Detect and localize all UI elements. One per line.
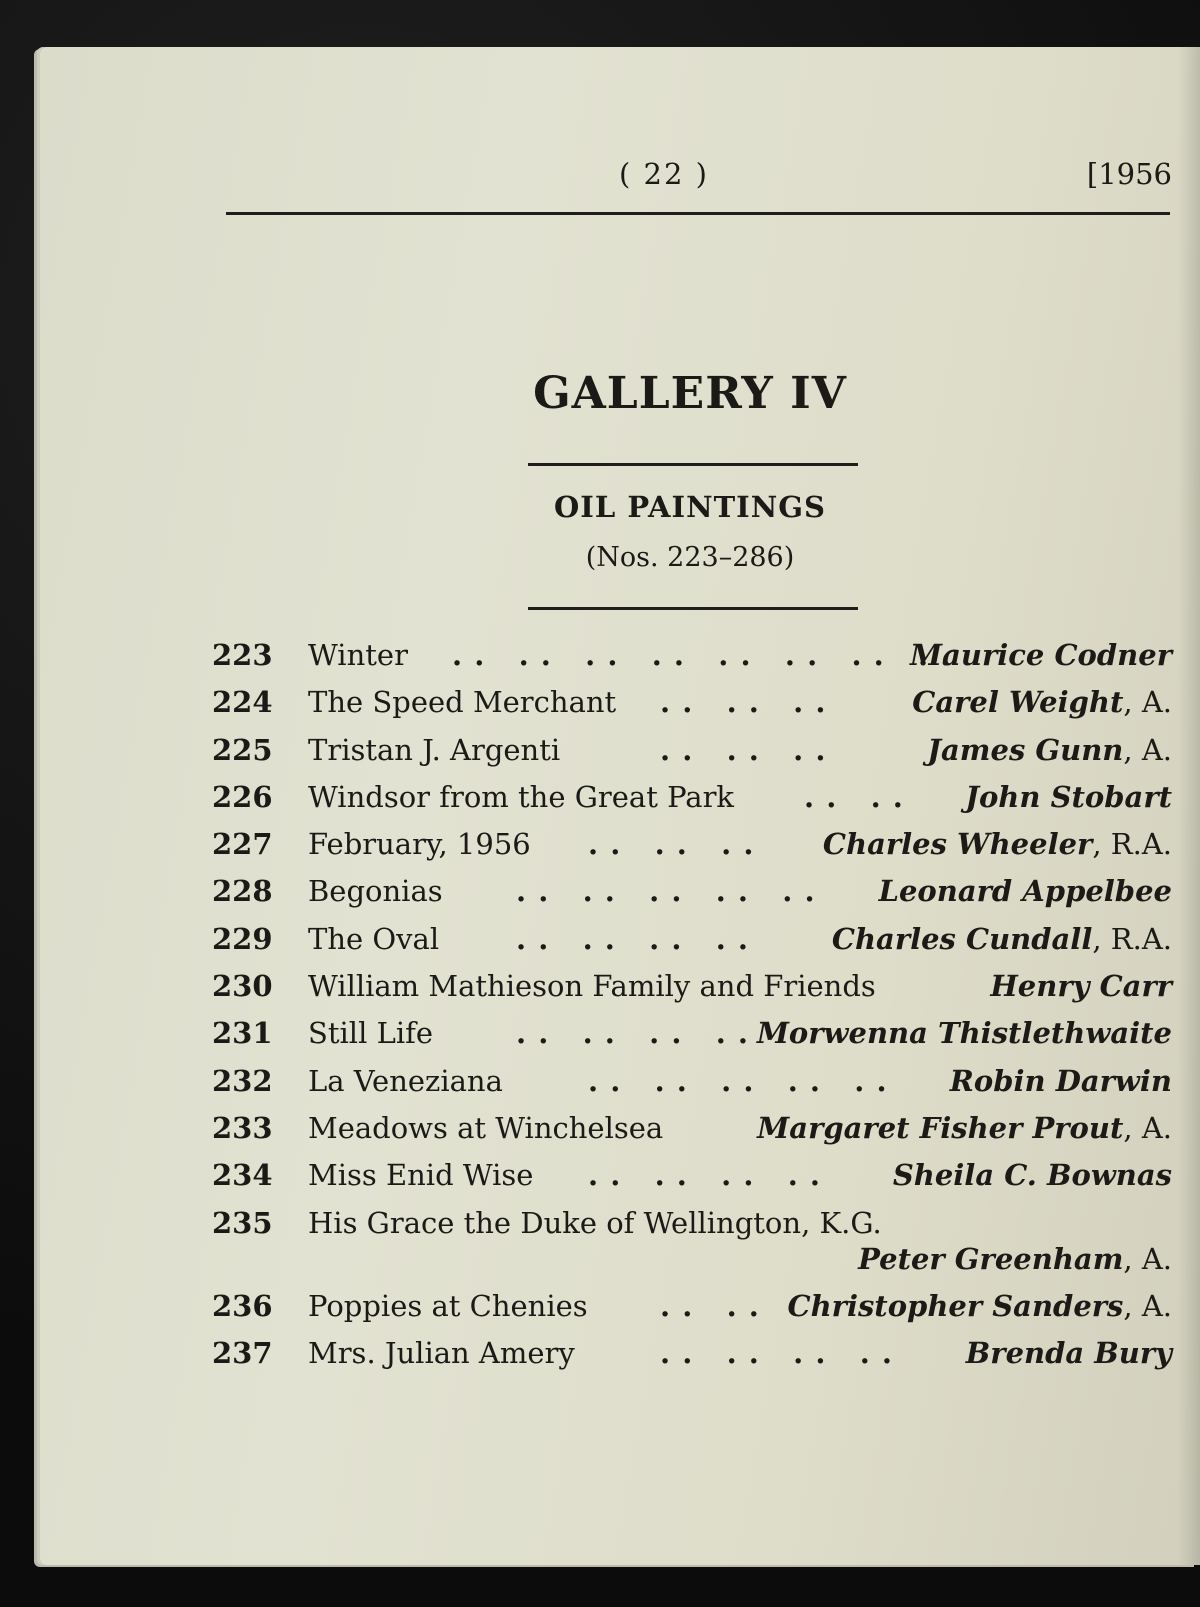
dot-leader: . . . . . . . . <box>516 1016 750 1051</box>
dot-leader: . . . . <box>660 1288 760 1323</box>
entry-number: 227 <box>212 827 273 862</box>
entry-artist <box>966 1330 1172 1377</box>
entry-title: Miss Enid Wise <box>308 1158 534 1193</box>
artist-name: Margaret Fisher Prout <box>757 1110 1124 1145</box>
entry-title: His Grace the Duke of Wellington, K.G. <box>308 1205 882 1240</box>
list-item <box>212 916 1172 963</box>
dot-leader: . . . . . . . . . . <box>588 1063 888 1098</box>
artist-suffix: , A. <box>1123 1241 1172 1276</box>
artist-name: James Gunn <box>927 732 1124 767</box>
artist-suffix: , A. <box>1123 685 1172 720</box>
header-rule <box>226 212 1170 215</box>
entry-number: 226 <box>212 779 273 814</box>
artist-suffix: , A. <box>1123 732 1172 767</box>
artist-name: Charles Wheeler <box>822 827 1093 862</box>
entry-artist <box>990 963 1172 1010</box>
artist-suffix: , R.A. <box>1092 827 1172 862</box>
entry-number: 233 <box>212 1110 273 1145</box>
artist-name: Brenda Bury <box>965 1335 1172 1370</box>
list-item <box>212 1010 1172 1057</box>
entry-title: The Oval <box>308 921 440 956</box>
entry-title: Still Life <box>308 1016 433 1051</box>
entry-artist <box>858 1236 1172 1283</box>
artist-name: Christopher Sanders <box>787 1288 1124 1323</box>
dot-leader: . . . . . . . . . . . . . . . . <box>452 638 952 672</box>
entry-artist <box>879 868 1172 915</box>
artist-name: Morwenna Thistlethwaite <box>756 1016 1172 1051</box>
list-item <box>212 1058 1172 1105</box>
artist-name: Robin Darwin <box>949 1063 1172 1098</box>
list-item <box>212 727 1172 774</box>
entry-artist <box>950 1058 1172 1105</box>
entry-artist <box>910 632 1172 679</box>
entry-list <box>212 632 1172 1377</box>
dot-leader: . . . . . . . . <box>660 1335 894 1370</box>
list-item <box>212 963 1172 1010</box>
entry-number: 234 <box>212 1158 273 1193</box>
list-item <box>212 774 1172 821</box>
entry-title: Poppies at Chenies <box>308 1288 588 1323</box>
entry-number: 230 <box>212 969 273 1004</box>
title-rule-bottom <box>528 607 858 610</box>
entry-title: William Mathieson Family and Friends <box>308 969 876 1004</box>
entry-number: 229 <box>212 921 273 956</box>
entry-number: 223 <box>212 638 273 672</box>
entry-title: The Speed Merchant <box>308 685 617 720</box>
entry-artist <box>893 1152 1172 1199</box>
entry-number: 224 <box>212 685 273 720</box>
entry-artist <box>965 774 1172 821</box>
entry-number: 236 <box>212 1288 273 1323</box>
entry-artist <box>832 916 1172 963</box>
dot-leader: . . . . <box>804 779 904 814</box>
entry-title: Begonias <box>308 874 443 909</box>
dot-leader: . . . . . . <box>660 732 827 767</box>
artist-name: Charles Cundall <box>831 921 1093 956</box>
artist-name: Carel Weight <box>912 685 1124 720</box>
dot-leader: . . . . . . <box>588 827 755 862</box>
header-year: [1956 <box>1086 157 1172 191</box>
artist-name: Sheila C. Bownas <box>892 1158 1172 1193</box>
page-header <box>186 155 1172 199</box>
entry-artist <box>788 1283 1172 1330</box>
entry-title: Winter <box>308 638 408 672</box>
dot-leader: . . . . . . . . <box>516 921 750 956</box>
entry-title: Meadows at Winchelsea <box>308 1110 664 1145</box>
list-item <box>212 1200 1172 1283</box>
entry-artist <box>757 1010 1172 1057</box>
section-title: OIL PAINTINGS <box>554 490 826 524</box>
artist-name: John Stobart <box>965 779 1172 814</box>
entry-number: 235 <box>212 1205 273 1240</box>
entry-title: Tristan J. Argenti <box>308 732 561 767</box>
entry-number: 225 <box>212 732 273 767</box>
artist-suffix: , A. <box>1123 1288 1172 1323</box>
entry-number: 228 <box>212 874 273 909</box>
gallery-title: GALLERY IV <box>533 368 847 419</box>
artist-name: Maurice Codner <box>910 638 1172 672</box>
entry-title: La Veneziana <box>308 1063 503 1098</box>
list-item <box>212 1330 1172 1377</box>
page-edge-shadow <box>1178 47 1200 1565</box>
entry-number: 232 <box>212 1063 273 1098</box>
entry-artist <box>757 1105 1172 1152</box>
entry-number: 237 <box>212 1335 273 1370</box>
artist-suffix: , R.A. <box>1092 921 1172 956</box>
artist-name: Leonard Appelbee <box>878 874 1172 909</box>
dot-leader: . . . . . . . . . . <box>516 874 816 909</box>
list-item <box>212 632 1172 679</box>
dot-leader: . . . . . . <box>660 685 827 720</box>
entry-artist <box>927 727 1172 774</box>
entry-artist <box>823 821 1172 868</box>
dot-leader: . . . . . . . . <box>588 1158 822 1193</box>
page-number: ( 22 ) <box>619 157 709 191</box>
list-item <box>212 1105 1172 1152</box>
entry-title: Windsor from the Great Park <box>308 779 735 814</box>
title-rule-top <box>528 463 858 466</box>
artist-name: Henry Carr <box>990 969 1172 1004</box>
section-range: (Nos. 223–286) <box>585 542 795 573</box>
list-item <box>212 679 1172 726</box>
artist-suffix: , A. <box>1123 1110 1172 1145</box>
entry-title: Mrs. Julian Amery <box>308 1335 575 1370</box>
list-item <box>212 1283 1172 1330</box>
list-item <box>212 1152 1172 1199</box>
artist-name: Peter Greenham <box>858 1241 1124 1276</box>
list-item <box>212 868 1172 915</box>
list-item <box>212 821 1172 868</box>
entry-artist <box>912 679 1172 726</box>
entry-title: February, 1956 <box>308 827 531 862</box>
entry-number: 231 <box>212 1016 273 1051</box>
